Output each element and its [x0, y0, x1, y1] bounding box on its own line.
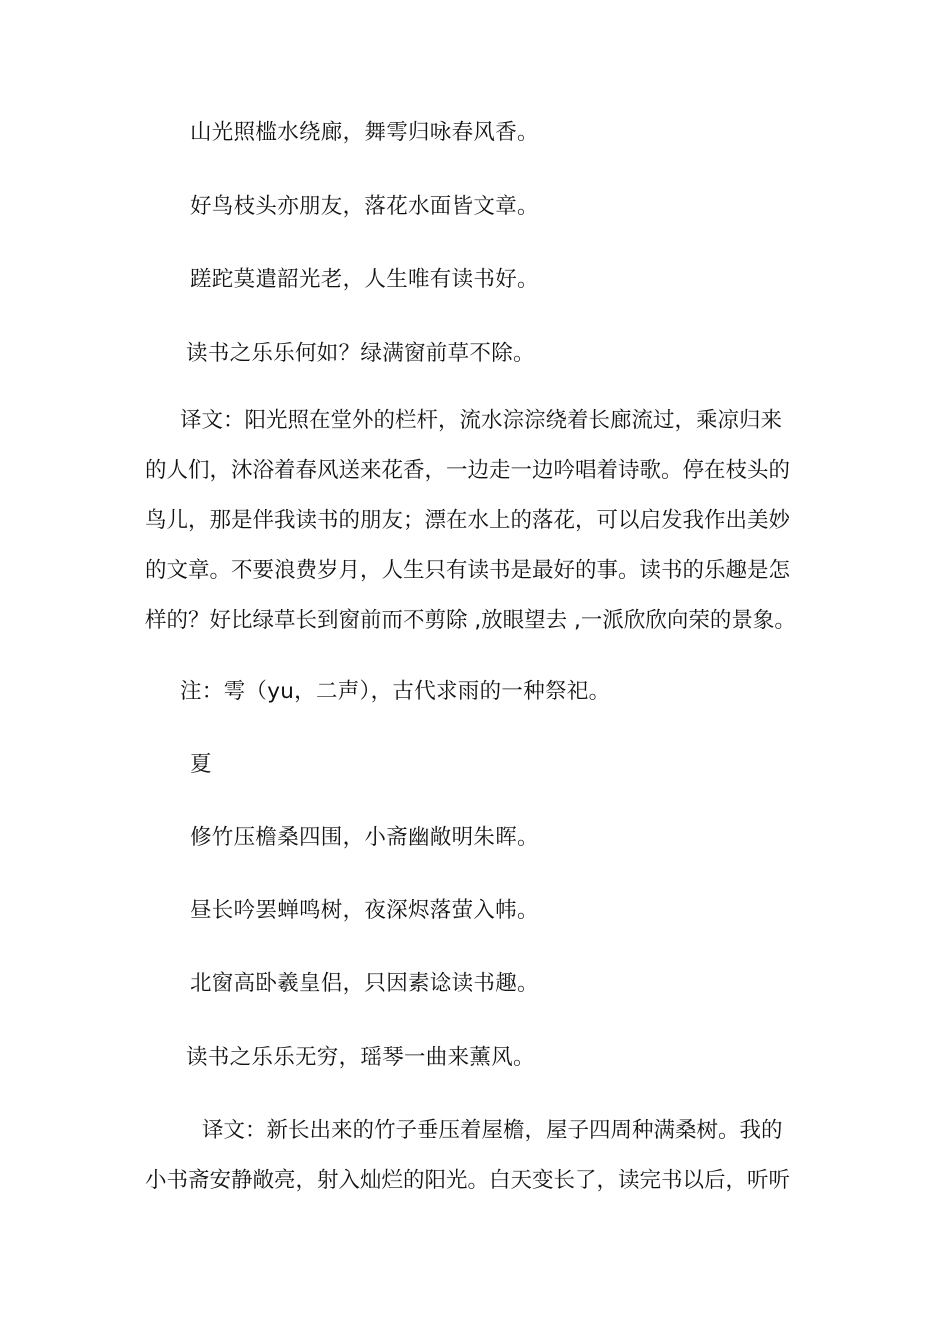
- summer-poem-line-1: 修竹压檐桑四围，小斋幽敞明朱晖。: [190, 825, 539, 850]
- summer-poem-line-3: 北窗高卧羲皇侣，只因素谂读书趣。: [190, 971, 539, 996]
- spring-poem-line-3: 蹉跎莫遣韶光老，人生唯有读书好。: [190, 267, 539, 292]
- spring-translation-line-1: 译文：阳光照在堂外的栏杆，流水淙淙绕着长廊流过，乘凉归来: [180, 408, 783, 433]
- spring-poem-line-2: 好鸟枝头亦朋友，落花水面皆文章。: [190, 194, 539, 219]
- spring-translation: [145, 396, 809, 646]
- summer-translation: [145, 1106, 809, 1206]
- spring-translation-line-2: 的人们，沐浴着春风送来花香，一边走一边吟唱着诗歌。停在枝头的: [145, 458, 791, 483]
- summer-translation-line-2: 小书斋安静敞亮，射入灿烂的阳光。白天变长了，读完书以后，听听: [145, 1168, 791, 1193]
- summer-poem-line-2: 昼长吟罢蝉鸣树，夜深烬落萤入帏。: [190, 898, 539, 923]
- summer-title: 夏: [190, 752, 212, 777]
- summer-poem-line-4: 读书之乐乐无穷，瑶琴一曲来薰风。: [186, 1045, 535, 1070]
- spring-poem-line-4: 读书之乐乐何如？绿满窗前草不除。: [186, 341, 535, 366]
- spring-translation-line-5: 样的？好比绿草长到窗前而不剪除 ,放眼望去 ,一派欣欣向荣的景象。: [145, 608, 796, 633]
- spring-note: 注：雩（yu，二声），古代求雨的一种祭祀。: [180, 679, 611, 704]
- summer-translation-line-1: 译文：新长出来的竹子垂压着屋檐，屋子四周种满桑树。我的: [202, 1118, 783, 1143]
- spring-translation-line-4: 的文章。不要浪费岁月，人生只有读书是最好的事。读书的乐趣是怎: [145, 558, 791, 583]
- spring-poem-line-1: 山光照槛水绕廊，舞雩归咏春风香。: [190, 120, 539, 145]
- spring-translation-line-3: 鸟儿，那是伴我读书的朋友；漂在水上的落花，可以启发我作出美妙: [145, 508, 791, 533]
